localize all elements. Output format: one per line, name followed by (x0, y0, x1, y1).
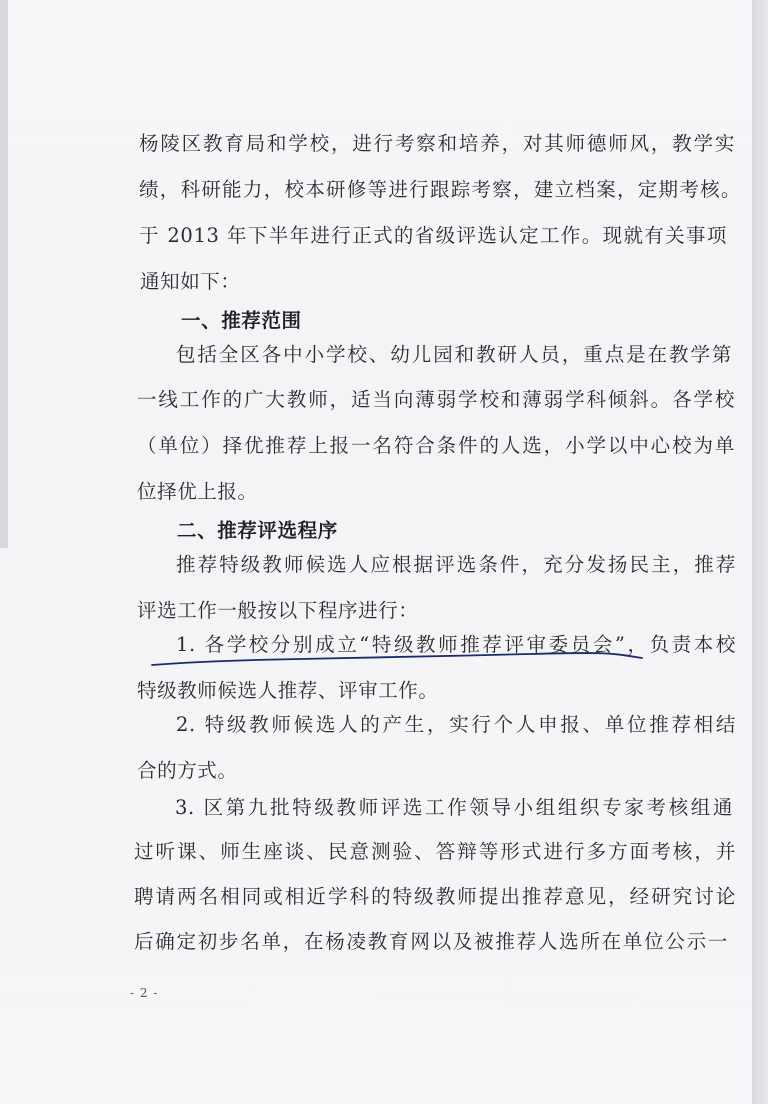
body-line: 推荐特级教师候选人应根据评选条件，充分发扬民主，推荐 (176, 553, 736, 576)
body-line: 3. 区第九批特级教师评选工作领导小组组织专家考核组通 (175, 796, 733, 819)
body-line: 后确定初步名单，在杨凌教育网以及被推荐人选所在单位公示一 (134, 930, 728, 953)
body-line: 一线工作的广大教师，适当向薄弱学校和薄弱学科倾斜。各学校 (137, 388, 735, 411)
body-line: 于 2013 年下半年进行正式的省级评选认定工作。现就有关事项 (139, 224, 727, 247)
body-line: 1. 各学校分别成立“特级教师推荐评审委员会”，负责本校 (176, 633, 736, 656)
body-line: 聘请两名相同或相近学科的特级教师提出推荐意见，经研究讨论 (134, 885, 736, 908)
body-line: 2. 特级教师候选人的产生，实行个人申报、单位推荐相结 (176, 713, 736, 736)
page-number: - 2 - (130, 986, 159, 1000)
section-heading-procedure: 二、推荐评选程序 (177, 519, 338, 542)
scan-binder-shadow (0, 0, 8, 548)
body-line: 包括全区各中小学校、幼儿园和教研人员，重点是在教学第 (176, 343, 732, 366)
body-line: （单位）择优推荐上报一名符合条件的人选，小学以中心校为单 (137, 434, 735, 457)
body-line: 位择优上报。 (137, 480, 258, 503)
body-line: 评选工作一般按以下程序进行： (137, 599, 419, 622)
body-line: 杨陵区教育局和学校，进行考察和培养，对其师德师风，教学实 (139, 132, 735, 155)
body-line: 过听课、师生座谈、民意测验、答辩等形式进行多方面考核，并 (134, 840, 736, 863)
body-line: 特级教师候选人推荐、评审工作。 (137, 679, 439, 702)
section-heading-scope: 一、推荐范围 (181, 309, 302, 332)
body-line: 通知如下： (140, 270, 241, 293)
body-line: 绩，科研能力，校本研修等进行跟踪考察，建立档案，定期考核。 (139, 178, 741, 201)
handwritten-underline (150, 648, 650, 672)
body-line: 合的方式。 (137, 759, 238, 782)
scan-page-edge (752, 0, 768, 1104)
